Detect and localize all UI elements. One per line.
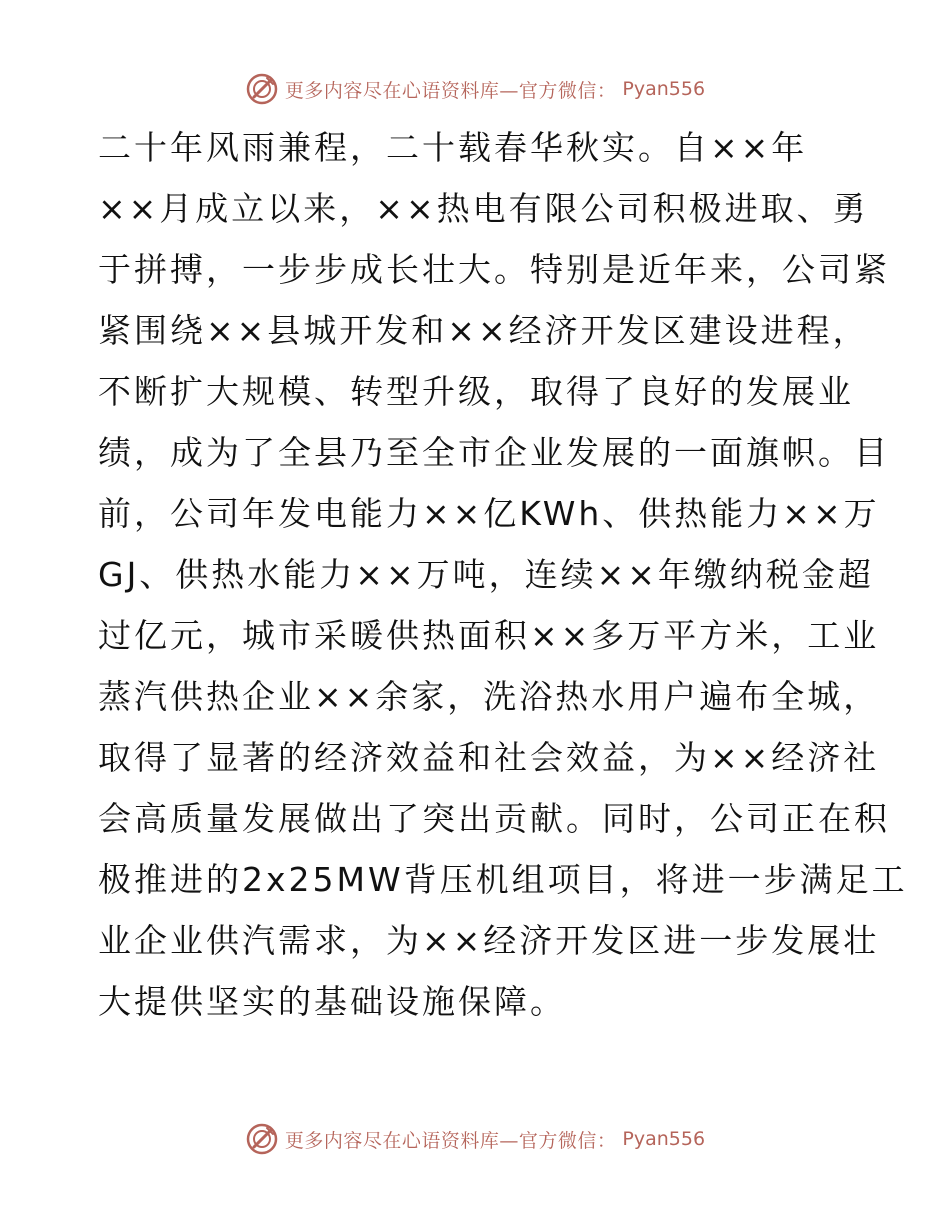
watermark-text: 更多内容尽在心语资料库—官方微信： — [284, 79, 617, 102]
body-line: 紧围绕××县城开发和××经济开发区建设进程， — [98, 311, 869, 350]
body-line: 极推进的2x25MW背压机组项目，将进一步满足工 — [98, 860, 908, 899]
seal-logo-icon — [245, 72, 279, 106]
watermark-account: Pyan556 — [622, 1128, 706, 1150]
body-line: 二十年风雨兼程，二十载春华秋实。自××年 — [98, 128, 808, 167]
body-line: 取得了显著的经济效益和社会效益，为××经济社 — [98, 738, 880, 777]
footer-watermark — [0, 1122, 950, 1156]
watermark-text: 更多内容尽在心语资料库—官方微信： — [284, 1129, 617, 1152]
body-line: 业企业供汽需求，为××经济开发区进一步发展壮 — [98, 921, 880, 960]
body-line: 不断扩大规模、转型升级，取得了良好的发展业 — [98, 372, 854, 411]
watermark-account: Pyan556 — [622, 78, 706, 100]
body-line: ××月成立以来，××热电有限公司积极进取、勇 — [98, 189, 869, 228]
body-line: 前，公司年发电能力××亿KWh、供热能力××万 — [98, 494, 880, 533]
body-line: GJ、供热水能力××万吨，连续××年缴纳税金超 — [98, 555, 874, 594]
body-line: 蒸汽供热企业××余家，洗浴热水用户遍布全城， — [98, 677, 880, 716]
body-line: 会高质量发展做出了突出贡献。同时，公司正在积 — [98, 799, 890, 838]
document-body — [98, 117, 908, 1032]
body-line: 过亿元，城市采暖供热面积××多万平方米，工业 — [98, 616, 880, 655]
body-line: 绩，成为了全县乃至全市企业发展的一面旗帜。目 — [98, 433, 890, 472]
body-line: 于拼搏，一步步成长壮大。特别是近年来，公司紧 — [98, 250, 890, 289]
body-line: 大提供坚实的基础设施保障。 — [98, 982, 566, 1021]
header-watermark — [0, 72, 950, 106]
seal-logo-icon — [245, 1122, 279, 1156]
